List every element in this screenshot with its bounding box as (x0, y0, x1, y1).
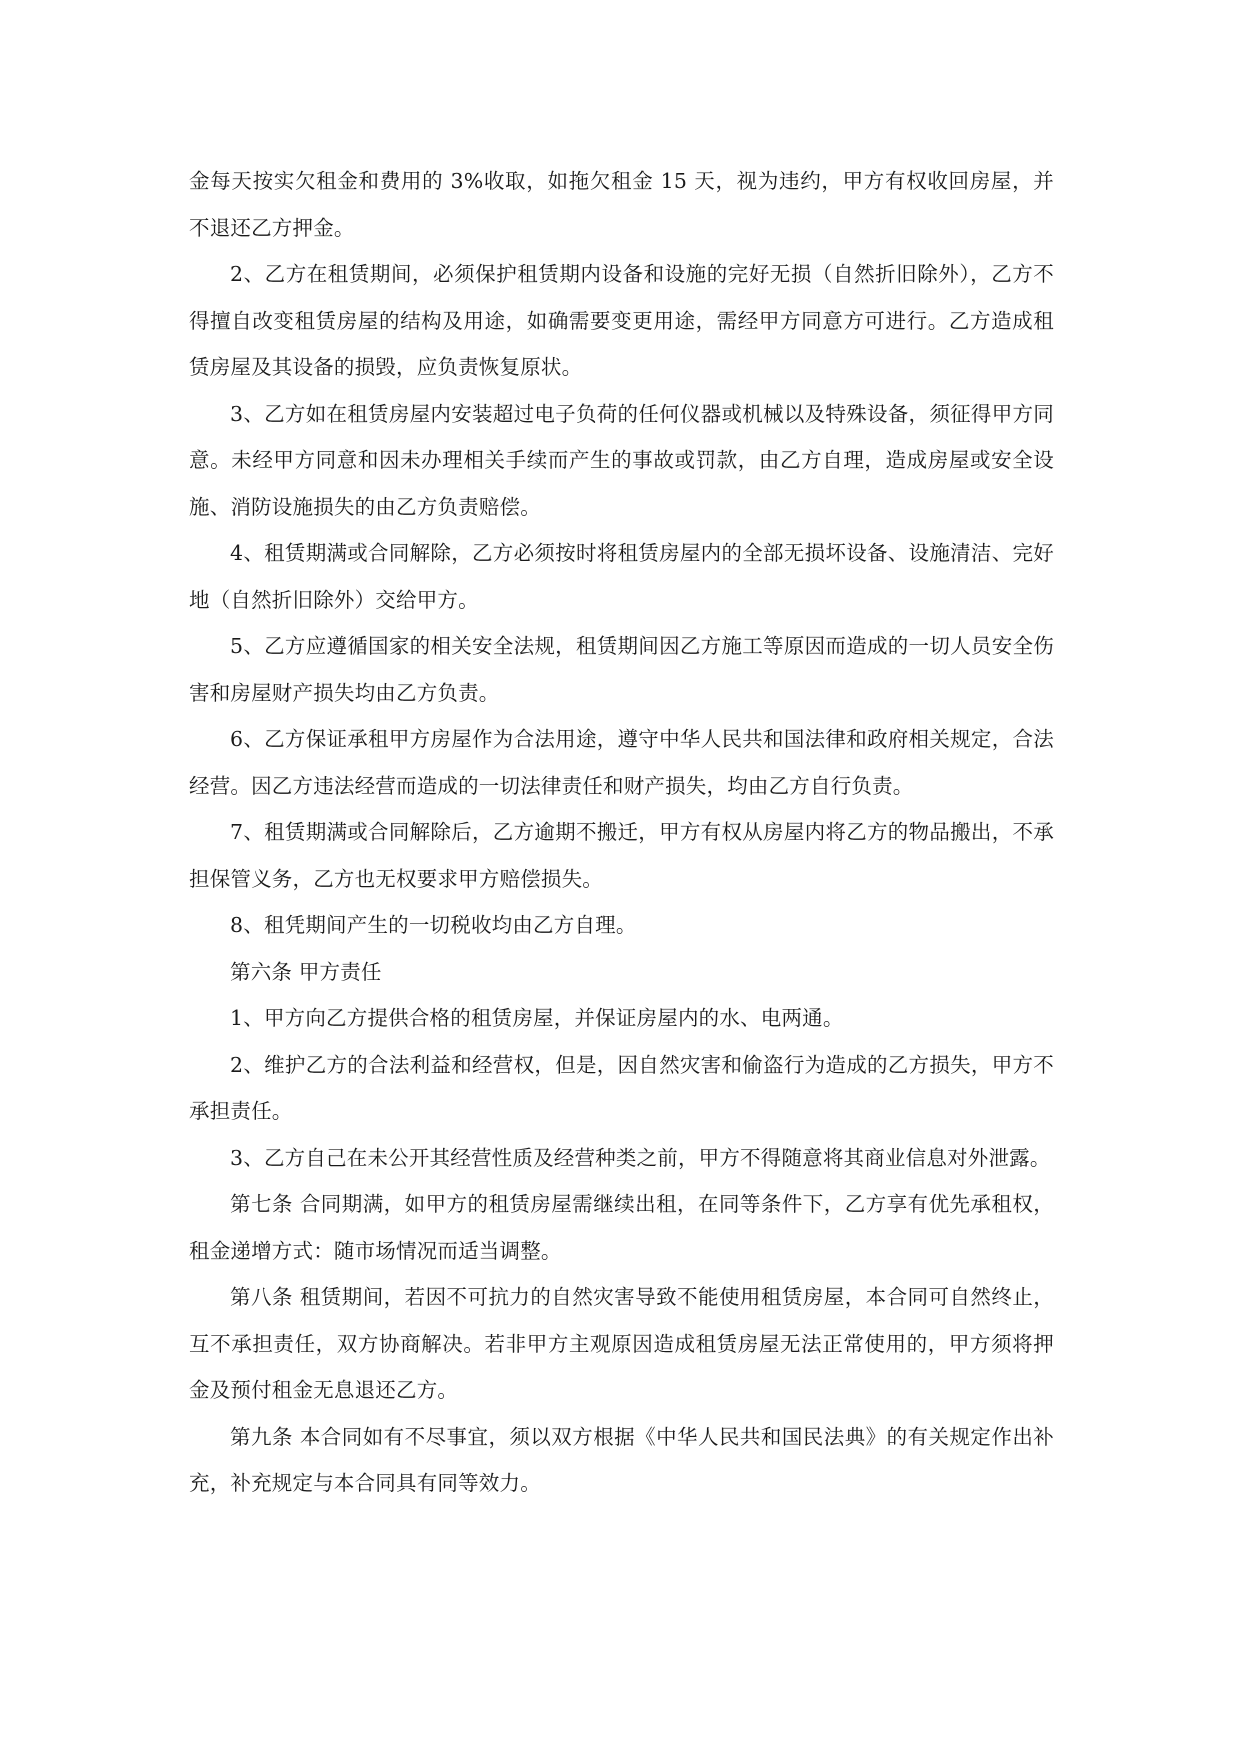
paragraph-clause-4-return-premises: 4、租赁期满或合同解除，乙方必须按时将租赁房屋内的全部无损坏设备、设施清洁、完好地（自然折旧除外）交给甲方。 (189, 541, 1054, 612)
paragraph-clause-8-taxes: 8、租凭期间产生的一切税收均由乙方自理。 (230, 913, 637, 937)
paragraph-party-a-clause-2: 2、维护乙方的合法利益和经营权，但是，因自然灾害和偷盗行为造成的乙方损失，甲方不承担责任。 (189, 1052, 1054, 1123)
paragraph-clause-5-safety: 5、乙方应遵循国家的相关安全法规，租赁期间因乙方施工等原因而造成的一切人员安全伤害和房屋财产损失均由乙方负责。 (189, 634, 1054, 705)
paragraph-party-a-clause-1: 1、甲方向乙方提供合格的租赁房屋，并保证房屋内的水、电两通。 (230, 1006, 844, 1030)
paragraph-party-a-clause-3: 3、乙方自己在未公开其经营性质及经营种类之前，甲方不得随意将其商业信息对外泄露。 (230, 1145, 1051, 1170)
paragraph-article-7: 第七条 合同期满，如甲方的租赁房屋需继续出租，在同等条件下，乙方享有优先承租权，租金递增方式：随市场情况而适当调整。 (189, 1192, 1054, 1263)
heading-article-6: 第六条 甲方责任 (230, 959, 382, 984)
document-body (189, 158, 1054, 1507)
paragraph-clause-2-equipment-protection: 2、乙方在租赁期间，必须保护租赁期内设备和设施的完好无损（自然折旧除外），乙方不得擅自改变租赁房屋的结构及用途，如确需要变更用途，需经甲方同意方可进行。乙方造成租赁房屋及其设备的损毁，应负责恢复原状。 (189, 262, 1054, 379)
paragraph-article-9: 第九条 本合同如有不尽事宜，须以双方根据《中华人民共和国民法典》的有关规定作出补充，补充规定与本合同具有同等效力。 (189, 1424, 1054, 1495)
paragraph-article-8: 第八条 租赁期间，若因不可抗力的自然灾害导致不能使用租赁房屋，本合同可自然终止，互不承担责任，双方协商解决。若非甲方主观原因造成租赁房屋无法正常使用的，甲方须将押金及预付租金无息退还乙方。 (189, 1285, 1054, 1402)
paragraph-clause-7-move-out: 7、租赁期满或合同解除后，乙方逾期不搬迁，甲方有权从房屋内将乙方的物品搬出，不承担保管义务，乙方也无权要求甲方赔偿损失。 (189, 820, 1054, 891)
paragraph-clause-6-lawful-use: 6、乙方保证承租甲方房屋作为合法用途，遵守中华人民共和国法律和政府相关规定，合法经营。因乙方违法经营而造成的一切法律责任和财产损失，均由乙方自行负责。 (189, 727, 1054, 798)
paragraph-rent-penalty-continued: 金每天按实欠租金和费用的 3%收取，如拖欠租金 15 天，视为违约，甲方有权收回房屋，并不退还乙方押金。 (189, 169, 1054, 240)
paragraph-clause-3-special-equipment: 3、乙方如在租赁房屋内安装超过电子负荷的任何仪器或机械以及特殊设备，须征得甲方同意。未经甲方同意和因未办理相关手续而产生的事故或罚款，由乙方自理，造成房屋或安全设施、消防设施损失的由乙方负责赔偿。 (189, 401, 1054, 519)
